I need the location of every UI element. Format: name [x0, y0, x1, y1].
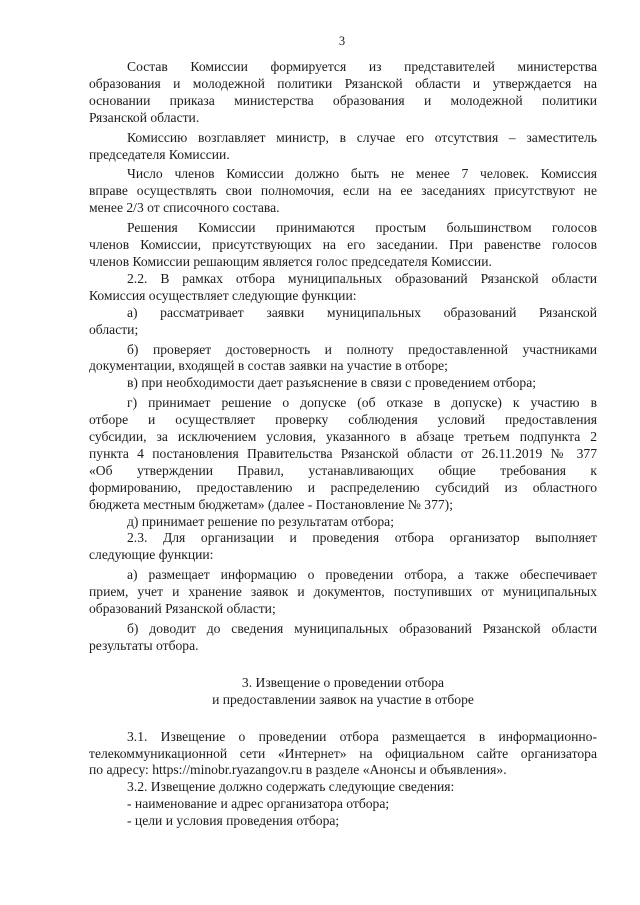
- section-heading-line: 3. Извещение о проведении отбора: [241, 674, 445, 690]
- text-line: «Об утверждении Правил, устанавливающих общие требования к: [89, 462, 597, 478]
- section-heading: [89, 675, 597, 709]
- section-heading-line: и предоставлении заявок на участие в отборе: [212, 691, 474, 707]
- text-line: членов Комиссии решающим является голос председателя Комиссии.: [89, 253, 492, 269]
- text-line: Число членов Комиссии должно быть не менее 7 человек. Комиссия: [127, 166, 597, 182]
- text-line: образования и молодежной политики Рязанской области и утверждается на: [89, 75, 597, 91]
- text-line: отборе и осуществляет проверку соблюдения условий предоставления: [89, 412, 597, 428]
- paragraph-commission-head: [89, 130, 597, 164]
- paragraph-2-2: [89, 271, 597, 305]
- list-item-d: [89, 514, 597, 531]
- text-line: документации, входящей в состав заявки на участие в отборе;: [89, 358, 448, 374]
- list-item-b: [89, 342, 597, 376]
- text-line: формированию, предоставлению и распределению субсидий из областного: [89, 479, 597, 495]
- text-line: а) рассматривает заявки муниципальных образований Рязанской: [127, 304, 597, 320]
- list-item-v: [89, 375, 597, 392]
- text-line: области;: [89, 321, 139, 337]
- text-line: телекоммуникационной сети «Интернет» на официальном сайте организатора: [89, 745, 597, 761]
- text-line: основании приказа министерства образования и молодежной политики: [89, 92, 597, 108]
- paragraph-3-2: [89, 779, 597, 796]
- text-line: Комиссия осуществляет следующие функции:: [89, 287, 357, 303]
- list-item-b-organizer: [89, 621, 597, 655]
- text-line: менее 2/3 от списочного состава.: [89, 200, 280, 216]
- text-line: - наименование и адрес организатора отбора;: [127, 796, 390, 812]
- text-line: прием, учет и хранение заявок и документов, поступивших от муниципальных: [89, 584, 597, 600]
- text-line: пункта 4 постановления Правительства Рязанской области от 26.11.2019 № 377: [89, 445, 597, 461]
- list-item-dash: [89, 796, 597, 813]
- text-line: 2.2. В рамках отбора муниципальных образований Рязанской области: [127, 270, 597, 286]
- text-line: д) принимает решение по результатам отбора;: [127, 513, 394, 529]
- list-item-dash: [89, 813, 597, 830]
- text-line: членов Комиссии, присутствующих на его заседании. При равенстве голосов: [89, 237, 597, 253]
- paragraph-members-count: [89, 166, 597, 217]
- paragraph-3-1: [89, 729, 597, 780]
- text-line: субсидии, за исключением условия, указанного в абзаце третьем подпункта 2: [89, 429, 597, 445]
- text-line: а) размещает информацию о проведении отбора, а также обеспечивает: [127, 567, 597, 583]
- text-line: председателя Комиссии.: [89, 146, 230, 162]
- text-line: 3.2. Извещение должно содержать следующие сведения:: [127, 779, 455, 795]
- list-item-a: [89, 305, 597, 339]
- text-line: следующие функции:: [89, 547, 214, 563]
- list-item-a-organizer: [89, 567, 597, 618]
- text-line: г) принимает решение о допуске (об отказе в допуске) к участию в: [127, 395, 597, 411]
- text-line: в) при необходимости дает разъяснение в связи с проведением отбора;: [127, 375, 537, 391]
- text-line: результаты отбора.: [89, 637, 199, 653]
- text-line: вправе осуществлять свои полномочия, если на ее заседаниях присутствуют не: [89, 183, 597, 199]
- text-line: б) проверяет достоверность и полноту предоставленной участниками: [127, 341, 597, 357]
- paragraph-decisions: [89, 220, 597, 271]
- paragraph-2-3: [89, 530, 597, 564]
- document-body: [89, 59, 597, 830]
- text-line: 2.3. Для организации и проведения отбора организатор выполняет: [127, 530, 597, 546]
- text-line: Состав Комиссии формируется из представителей министерства: [127, 59, 597, 74]
- page-number: 3: [338, 34, 346, 48]
- text-line: Решения Комиссии принимаются простым большинством голосов: [127, 220, 597, 236]
- paragraph-commission-composition: [89, 59, 597, 127]
- text-line: Комиссию возглавляет министр, в случае его отсутствия – заместитель: [127, 129, 597, 145]
- list-item-g: [89, 395, 597, 513]
- text-line: Рязанской области.: [89, 109, 200, 125]
- text-line: 3.1. Извещение о проведении отбора размещается в информационно-: [127, 728, 597, 744]
- text-line: по адресу: https://minobr.ryazangov.ru в разделе «Анонсы и объявления».: [89, 762, 507, 778]
- text-line: бюджета местным бюджетам» (далее - Постановление № 377);: [89, 496, 453, 512]
- text-line: - цели и условия проведения отбора;: [127, 813, 340, 829]
- text-line: б) доводит до сведения муниципальных образований Рязанской области: [127, 621, 597, 636]
- text-line: образований Рязанской области;: [89, 601, 276, 617]
